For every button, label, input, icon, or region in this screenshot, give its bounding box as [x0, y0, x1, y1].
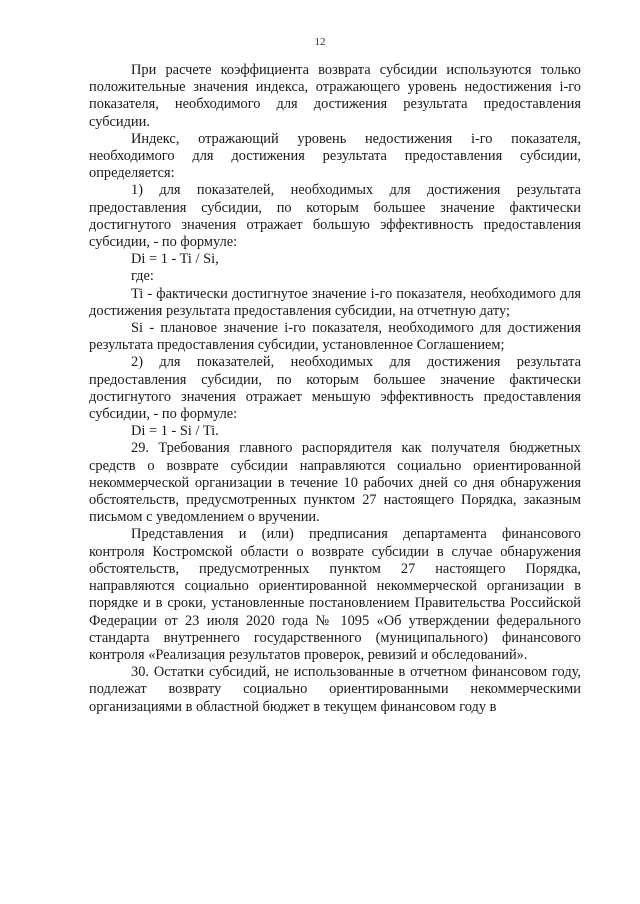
- formula-1: Di = 1 - Ti / Si,: [131, 251, 219, 268]
- paragraph-index-definition: Индекс, отражающий уровень недостижения i-го показателя, необходимого для достижения результата предоставления субсидии, определяется:: [89, 130, 581, 182]
- paragraph-case-1: 1) для показателей, необходимых для достижения результата предоставления субсидии, по которым большее значение фактически достигнутого значения отражает большую эффективность предоставления субсидии, - по формуле:: [89, 182, 581, 251]
- paragraph-case-2: 2) для показателей, необходимых для достижения результата предоставления субсидии, по которым большее значение фактически достигнутого значения отражает меньшую эффективность предоставления субсидии, - по формуле:: [89, 354, 581, 423]
- definition-si: Si - плановое значение i-го показателя, необходимого для достижения результата предоставления субсидии, установленное Соглашением;: [89, 320, 581, 354]
- definition-ti: Ti - фактически достигнутое значение i-го показателя, необходимого для достижения результата предоставления субсидии, на отчетную дату;: [89, 285, 581, 319]
- page-number: 12: [314, 36, 326, 48]
- where-label: где:: [131, 268, 154, 285]
- formula-2: Di = 1 - Si / Ti.: [131, 423, 219, 440]
- paragraph-30: 30. Остатки субсидий, не использованные в отчетном финансовом году, подлежат возврату социально ориентированными некоммерческими организациями в областной бюджет в текущем финансовом году в: [89, 664, 581, 715]
- document-body: [89, 62, 581, 716]
- paragraph-29: 29. Требования главного распорядителя как получателя бюджетных средств о возврате субсидии направляются социально ориентированной некоммерческой организации в течение 10 рабочих дней со дня обнаружения обстоятельств, предусмотренных пунктом 27 настоящего Порядка, заказным письмом с уведомлением о вручении.: [89, 440, 581, 526]
- paragraph-coefficient-note: При расчете коэффициента возврата субсидии используются только положительные значения индекса, отражающего уровень недостижения i-го показателя, необходимого для достижения результата предоставления субсидии.: [89, 62, 581, 130]
- paragraph-29-representations: Представления и (или) предписания департамента финансового контроля Костромской области о возврате субсидии в случае обнаружения обстоятельств, предусмотренных пунктом 27 настоящего Порядка, направляются социально ориентированной некоммерческой организации в порядке и в сроки, установленные постановлением Правительства Российской Федерации от 23 июля 2020 года № 1095 «Об утверждении федерального стандарта внутреннего государственного (муниципального) финансового контроля «Реализация результатов проверок, ревизий и обследований».: [89, 526, 581, 663]
